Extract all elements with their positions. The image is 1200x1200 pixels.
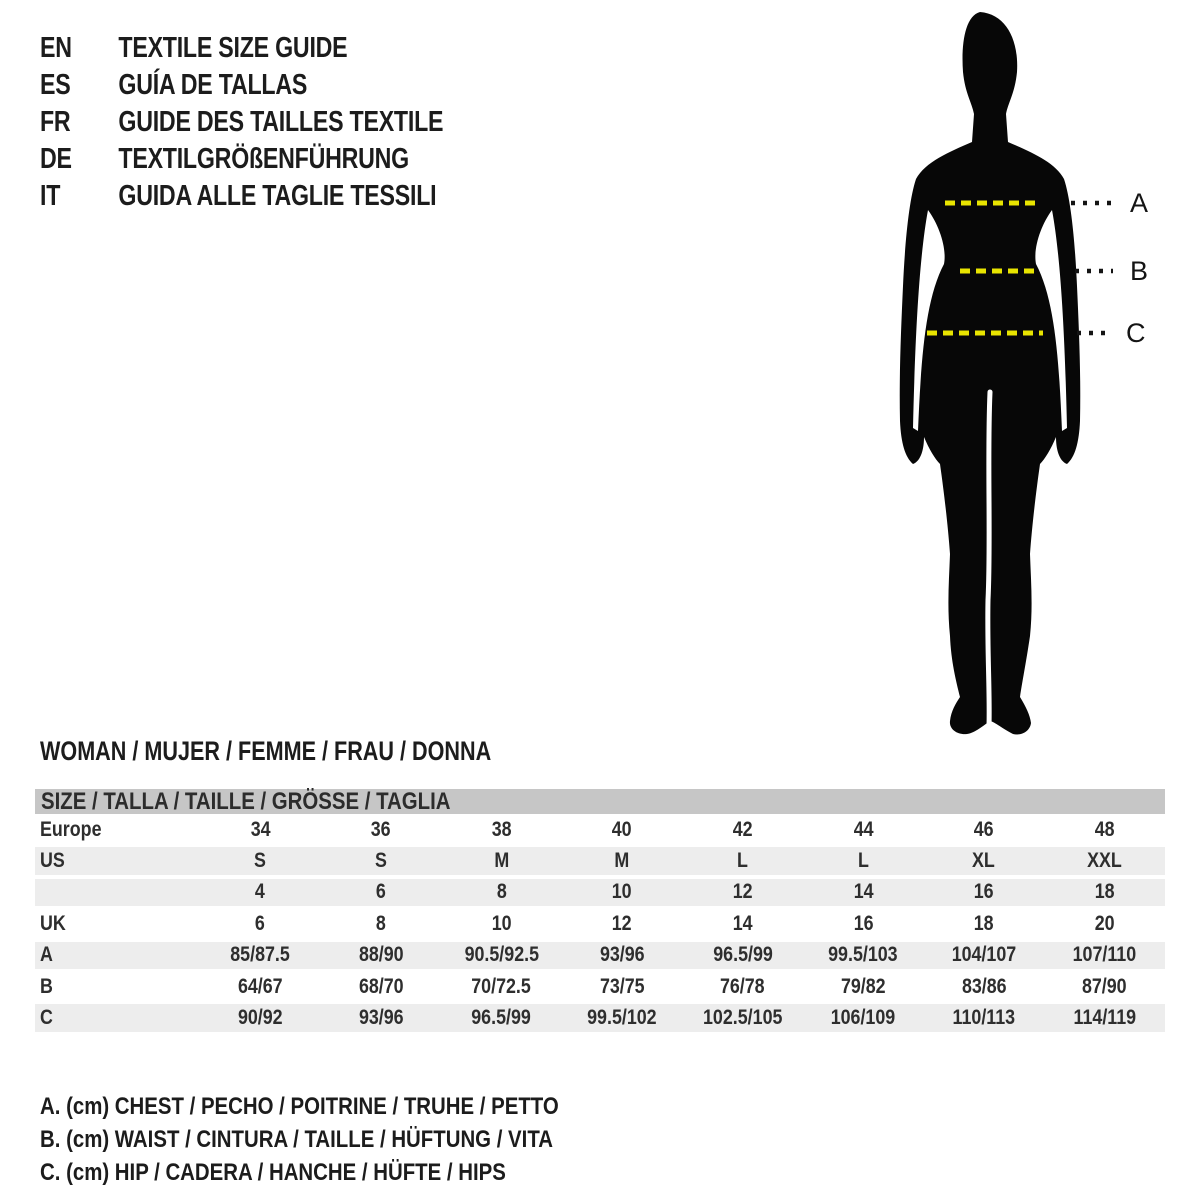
language-code: ES: [40, 69, 71, 101]
size-cell: [441, 912, 562, 936]
size-cell: [682, 849, 803, 873]
size-value: M: [494, 849, 509, 873]
size-cell: [562, 880, 683, 904]
legend-line-chest: A. (cm) CHEST / PECHO / POITRINE / TRUHE / PETTO: [40, 1092, 559, 1120]
size-cell: [924, 975, 1045, 999]
size-value: M: [614, 849, 630, 873]
size-cell: [441, 1006, 562, 1030]
size-value: 6: [375, 880, 386, 904]
size-value: 96.5/99: [471, 1006, 532, 1030]
size-value: 12: [732, 880, 753, 904]
size-cell: [321, 818, 442, 842]
row-label-text: UK: [40, 911, 66, 935]
size-table: [35, 789, 1165, 1034]
size-cell: [924, 1006, 1045, 1030]
size-cell: [200, 1006, 321, 1030]
woman-silhouette-figure: [880, 0, 1200, 740]
size-cell: [1044, 912, 1165, 936]
size-cell: [321, 880, 442, 904]
size-cell: [321, 975, 442, 999]
row-label: [35, 818, 200, 842]
size-row-a-chest: [35, 940, 1165, 971]
size-value: 14: [853, 880, 874, 904]
size-cell: [803, 849, 924, 873]
size-value: 18: [973, 911, 994, 935]
size-cell: [562, 912, 683, 936]
section-title-woman: WOMAN / MUJER / FEMME / FRAU / DONNA: [40, 736, 492, 766]
size-value: 110/113: [952, 1006, 1016, 1030]
size-value: 90.5/92.5: [464, 943, 539, 967]
size-cell: [924, 818, 1045, 842]
size-value: 34: [250, 817, 271, 841]
size-value: 106/109: [830, 1006, 896, 1030]
language-code: IT: [40, 180, 61, 212]
size-value: 73/75: [599, 974, 645, 998]
size-cell: [924, 849, 1045, 873]
size-value: 46: [973, 817, 994, 841]
leg-gap: [988, 392, 990, 726]
size-cell: [200, 849, 321, 873]
size-cell: [441, 880, 562, 904]
size-cell: [321, 912, 442, 936]
size-cell: [682, 1006, 803, 1030]
size-value: 40: [612, 817, 632, 841]
row-label: [35, 943, 200, 967]
size-value: S: [374, 849, 387, 873]
size-cell: [682, 818, 803, 842]
size-cell: [1044, 943, 1165, 967]
size-cell: [562, 943, 683, 967]
marker-label-chest: A: [1130, 188, 1149, 218]
size-cell: [321, 1006, 442, 1030]
size-value: 12: [612, 911, 632, 935]
language-code: DE: [40, 143, 72, 175]
size-row-uk: [35, 908, 1165, 939]
size-value: L: [737, 849, 749, 873]
guide-title-en: TEXTILE SIZE GUIDE: [118, 32, 348, 64]
size-cell: [200, 818, 321, 842]
size-value: 104/107: [951, 943, 1017, 967]
size-row-b-waist: [35, 971, 1165, 1002]
size-value: L: [857, 849, 869, 873]
size-value: 114/119: [1073, 1006, 1136, 1030]
size-value: 16: [853, 911, 874, 935]
size-value: 8: [496, 880, 507, 904]
row-label: [35, 1006, 200, 1030]
language-title-list: [0, 30, 443, 215]
language-row-fr: [0, 104, 443, 141]
size-cell: [1044, 880, 1165, 904]
guide-title-de: TEXTILGRÖßENFÜHRUNG: [118, 143, 409, 175]
size-value: 93/96: [358, 1006, 404, 1030]
size-cell: [803, 818, 924, 842]
size-value: 16: [973, 880, 994, 904]
size-value: 102.5/105: [702, 1006, 783, 1030]
size-value: 90/92: [237, 1006, 283, 1030]
size-cell: [200, 943, 321, 967]
size-cell: [200, 880, 321, 904]
size-value: 85/87.5: [230, 943, 291, 967]
size-value: 38: [491, 817, 512, 841]
guide-title-es: GUÍA DE TALLAS: [118, 69, 308, 101]
size-cell: [682, 880, 803, 904]
size-cell: [562, 1006, 683, 1030]
language-row-es: [0, 67, 443, 104]
size-value: 8: [375, 911, 386, 935]
row-label-text: A: [40, 943, 53, 967]
size-value: 36: [370, 817, 391, 841]
size-value: 68/70: [358, 974, 404, 998]
size-value: XL: [972, 849, 996, 873]
size-value: 96.5/99: [712, 943, 773, 967]
size-cell: [803, 912, 924, 936]
marker-label-waist: B: [1130, 256, 1149, 286]
size-table-header: [35, 789, 1165, 814]
size-cell: [562, 849, 683, 873]
size-cell: [441, 818, 562, 842]
size-value: 10: [491, 911, 512, 935]
size-cell: [441, 975, 562, 999]
size-cell: [441, 943, 562, 967]
size-row-us: [35, 845, 1165, 876]
size-value: 48: [1094, 817, 1115, 841]
size-value: 10: [612, 880, 632, 904]
size-value: 83/86: [961, 974, 1007, 998]
size-value: 6: [255, 911, 266, 935]
size-value: 14: [732, 911, 753, 935]
measurement-legend: [40, 1090, 559, 1189]
row-label-text: Europe: [40, 817, 102, 841]
language-row-en: [0, 30, 443, 67]
size-value: 76/78: [720, 974, 766, 998]
row-label: [35, 849, 200, 873]
marker-label-hip: C: [1126, 318, 1146, 348]
size-cell: [924, 943, 1045, 967]
size-value: 99.5/103: [828, 943, 899, 967]
row-label-text: US: [40, 849, 65, 873]
size-row-europe: [35, 814, 1165, 845]
size-cell: [321, 849, 442, 873]
size-cell: [924, 880, 1045, 904]
size-value: 107/110: [1072, 943, 1137, 967]
size-value: S: [254, 849, 267, 873]
size-cell: [1044, 975, 1165, 999]
size-value: XXL: [1087, 849, 1122, 873]
size-cell: [200, 975, 321, 999]
size-cell: [200, 912, 321, 936]
size-value: 42: [732, 817, 753, 841]
language-row-it: [0, 178, 443, 215]
language-code: EN: [40, 32, 72, 64]
size-cell: [441, 849, 562, 873]
size-cell: [803, 975, 924, 999]
size-value: 93/96: [599, 943, 645, 967]
size-cell: [321, 943, 442, 967]
size-cell: [803, 880, 924, 904]
guide-title-it: GUIDA ALLE TAGLIE TESSILI: [118, 180, 437, 212]
size-value: 79/82: [840, 974, 886, 998]
row-label: [35, 912, 200, 936]
size-row-us-numeric: [35, 877, 1165, 908]
size-cell: [1044, 849, 1165, 873]
size-cell: [682, 912, 803, 936]
row-label: [35, 975, 200, 999]
size-cell: [562, 818, 683, 842]
language-row-de: [0, 141, 443, 178]
size-value: 88/90: [358, 943, 404, 967]
size-value: 70/72.5: [471, 974, 532, 998]
row-label-text: B: [40, 974, 53, 998]
row-label-text: C: [40, 1006, 53, 1030]
size-row-c-hip: [35, 1002, 1165, 1033]
size-value: 20: [1094, 911, 1115, 935]
size-value: 44: [853, 817, 874, 841]
guide-title-fr: GUIDE DES TAILLES TEXTILE: [118, 106, 444, 138]
size-cell: [1044, 1006, 1165, 1030]
size-value: 4: [255, 880, 266, 904]
size-value: 18: [1094, 880, 1115, 904]
size-cell: [682, 943, 803, 967]
size-cell: [924, 912, 1045, 936]
size-table-header-label: SIZE / TALLA / TAILLE / GRÖSSE / TAGLIA: [41, 787, 451, 815]
size-value: 99.5/102: [587, 1006, 657, 1030]
size-cell: [682, 975, 803, 999]
legend-line-waist: B. (cm) WAIST / CINTURA / TAILLE / HÜFTUNG / VITA: [40, 1125, 554, 1153]
size-cell: [803, 1006, 924, 1030]
size-cell: [1044, 818, 1165, 842]
legend-line-hip: C. (cm) HIP / CADERA / HANCHE / HÜFTE / HIPS: [40, 1158, 506, 1186]
language-code: FR: [40, 106, 71, 138]
size-value: 64/67: [237, 974, 283, 998]
row-label: [35, 883, 200, 901]
size-value: 87/90: [1082, 974, 1127, 998]
size-cell: [562, 975, 683, 999]
size-cell: [803, 943, 924, 967]
